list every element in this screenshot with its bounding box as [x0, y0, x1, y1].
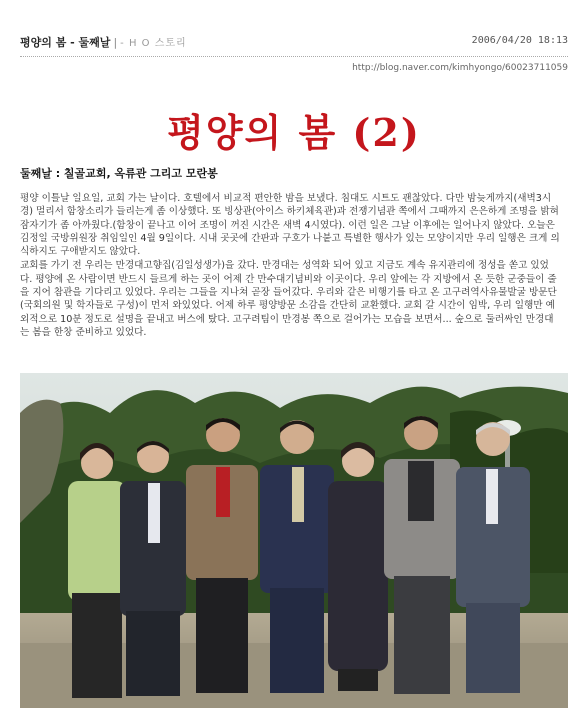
post-url-link[interactable]: http://blog.naver.com/kimhyongo/60023711059 [352, 63, 568, 73]
article-subtitle: 둘째날 : 칠골교회, 옥류관 그리고 모란봉 [20, 167, 218, 180]
post-header [20, 34, 568, 54]
paragraph: 교회를 가기 전 우리는 만경대고향집(김일성생가)을 갔다. 만경대는 성역화 되어 있고 지금도 계속 유지관리에 정성을 쏟고 있었다. 평양에 온 사람이면 반드시 들르게 하는 곳이 어제 간 만수대기념비와 이곳이다. 우리 앞에는 각 지방에서 온 듯한 군중들이 줄을 지어 참관을 기다리고 있었다. 우리는 그들을 지나쳐 곧장 들어갔다. 우리와 같은 비행기를 타고 온 고구려역사유물발굴 방문단(국회의원 및 학자들로 구성)이 먼저 와있었다. 어제 하루 평양방문 소감을 간단히 교환했다. 교회 갈 시간이 임박, 우리 일행만 예외적으로 10분 정도로 설명을 끝내고 버스에 탔다. 고구려팀이 만경봉 쪽으로 걸어가는 모습을 보면서... 숲으로 둘러싸인 만경대는 봄을 한창 준비하고 있었다. [20, 260, 557, 338]
post-category[interactable]: - H O 스토리 [120, 38, 187, 49]
post-title[interactable] [20, 34, 187, 50]
paragraph: 평양 이틀날 일요일, 교회 가는 날이다. 호텔에서 비교적 편안한 밤을 보냈다. 침대도 시트도 괜찮았다. 다만 밤늦게까지(새벽3시경) 멀리서 함창소리가 들리는게 좀 이상했다. 또 빙상관(아이스 하키체육관)과 전쟁기념관 쪽에서 그때까지 은은하게 조명을 밝혀 잠자기가 좀 아까웠다.(함창이 끝나고 이어 조명이 꺼진 시간은 새벽 4시였다). 이런 일은 그날 이후에는 일어나지 않았다. 오늘은 김정일 국방위원장 취임일인 4월 9일이다. 시내 곳곳에 간판과 구호가 나붙고 특별한 행사가 있는 모양이지만 우리 일행은 크게 의식하지도 구애받지도 않았다. [20, 193, 560, 258]
title-separator: | [113, 36, 118, 49]
post-title-text[interactable]: 평양의 봄 - 둘째날 [20, 36, 111, 49]
article-body [20, 192, 560, 340]
group-photo [20, 373, 568, 708]
post-date: 2006/04/20 18:13 [471, 35, 568, 46]
article-heading: 평양의 봄 (2) [167, 110, 421, 155]
header-divider [20, 56, 568, 57]
